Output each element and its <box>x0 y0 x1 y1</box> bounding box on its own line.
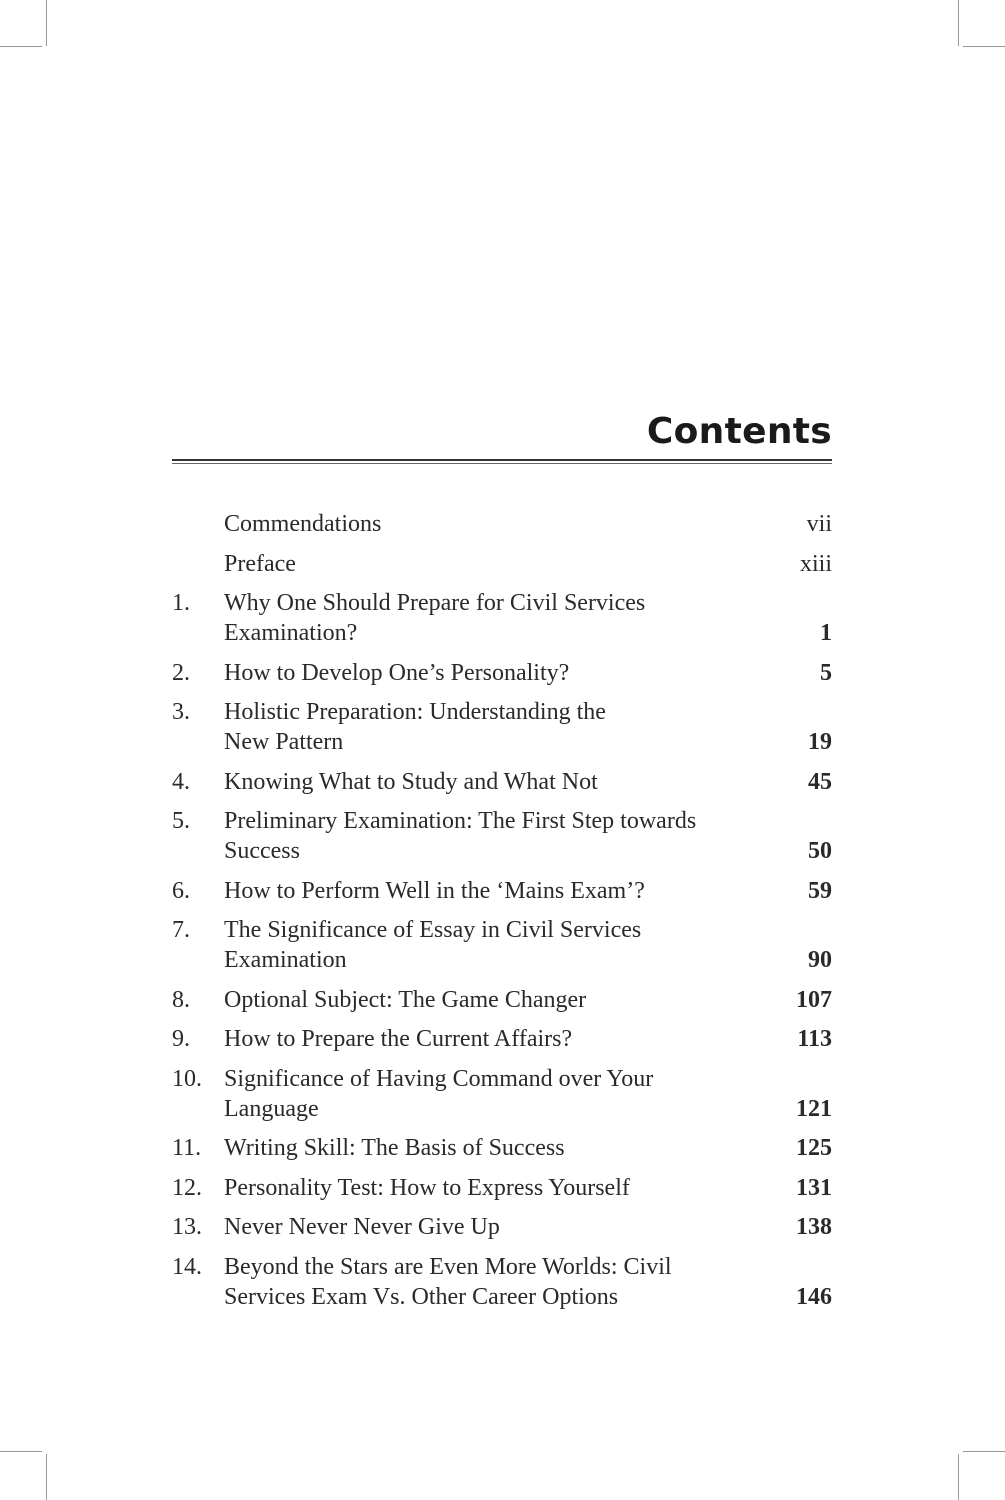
toc-entry <box>172 985 832 1015</box>
chapter-title-line: Language <box>224 1095 319 1122</box>
chapter-number: 1. <box>172 590 190 616</box>
page-number: 90 <box>808 947 832 973</box>
chapter-title-line: How to Perform Well in the ‘Mains Exam’? <box>224 877 645 904</box>
chapter-number: 8. <box>172 986 190 1013</box>
chapter-title <box>224 876 762 906</box>
page-number: 121 <box>796 1095 832 1122</box>
page-number: xiii <box>799 550 832 577</box>
chapter-title <box>224 509 762 539</box>
toc-entry <box>172 1212 832 1242</box>
chapter-number: 3. <box>172 699 190 725</box>
chapter-title <box>224 658 762 688</box>
chapter-title <box>224 767 762 797</box>
chapter-number: 2. <box>172 659 190 686</box>
chapter-number: 11. <box>172 1135 202 1161</box>
title-rule-thin <box>172 463 832 464</box>
chapter-number: 14. <box>172 1253 202 1280</box>
chapter-title <box>224 915 762 975</box>
chapter-title <box>224 806 762 866</box>
page-number: 45 <box>808 768 832 795</box>
chapter-title-line: Why One Should Prepare for Civil Services <box>224 590 646 616</box>
page-number: 125 <box>796 1135 832 1161</box>
chapter-title-line: How to Develop One’s Personality? <box>224 659 570 686</box>
chapter-title-line: Personality Test: How to Express Yourself <box>224 1174 630 1201</box>
chapter-title <box>224 1212 762 1242</box>
contents-list <box>172 509 832 1321</box>
crop-mark <box>963 46 1005 47</box>
chapter-number: 13. <box>172 1214 202 1240</box>
toc-entry <box>172 658 832 688</box>
page-number: 50 <box>808 838 832 864</box>
chapter-title <box>224 1133 762 1163</box>
crop-mark <box>46 1454 47 1500</box>
chapter-title-line: Examination? <box>224 620 358 646</box>
chapter-number: 5. <box>172 808 190 834</box>
page-title: Contents <box>646 411 832 452</box>
chapter-title-line: Optional Subject: The Game Changer <box>224 986 587 1013</box>
chapter-title <box>224 1173 762 1203</box>
page-number: 5 <box>820 659 832 686</box>
page-number: 1 <box>820 620 832 646</box>
chapter-number: 6. <box>172 877 190 904</box>
page-number: 146 <box>796 1283 832 1310</box>
page-number: 19 <box>808 729 832 755</box>
chapter-title <box>224 588 762 648</box>
chapter-title-line: Writing Skill: The Basis of Success <box>224 1135 565 1161</box>
chapter-number: 4. <box>172 768 190 795</box>
toc-entry <box>172 1064 832 1124</box>
chapter-title-line: Holistic Preparation: Understanding the <box>224 699 606 725</box>
chapter-title-line: Significance of Having Command over Your <box>224 1065 654 1092</box>
toc-entry <box>172 1024 832 1054</box>
page-number: 59 <box>808 877 832 904</box>
crop-mark <box>963 1451 1005 1452</box>
toc-entry <box>172 1173 832 1203</box>
chapter-title-line: Services Exam Vs. Other Career Options <box>224 1283 619 1310</box>
page-number: 107 <box>796 986 832 1013</box>
page-number: 131 <box>796 1174 832 1201</box>
chapter-title <box>224 1064 762 1124</box>
page-number: vii <box>806 511 832 537</box>
title-rule <box>172 459 832 461</box>
toc-entry <box>172 697 832 757</box>
crop-mark <box>0 46 42 47</box>
chapter-title-line: New Pattern <box>224 729 344 755</box>
toc-entry <box>172 915 832 975</box>
crop-mark <box>958 1454 959 1500</box>
chapter-title-line: The Significance of Essay in Civil Services <box>224 917 642 943</box>
chapter-title <box>224 1252 762 1312</box>
crop-mark <box>46 0 47 46</box>
toc-entry <box>172 806 832 866</box>
toc-entry <box>172 509 832 539</box>
toc-entry <box>172 1133 832 1163</box>
chapter-title-line: Preface <box>224 550 296 577</box>
chapter-title <box>224 1024 762 1054</box>
toc-entry <box>172 876 832 906</box>
toc-entry <box>172 549 832 579</box>
chapter-title <box>224 549 762 579</box>
chapter-title-line: Examination <box>224 947 347 973</box>
toc-entry <box>172 1252 832 1312</box>
chapter-title-line: Preliminary Examination: The First Step towards <box>224 808 697 834</box>
chapter-number: 10. <box>172 1065 202 1092</box>
page-number: 113 <box>797 1026 832 1052</box>
chapter-title-line: How to Prepare the Current Affairs? <box>224 1026 573 1052</box>
chapter-title-line: Knowing What to Study and What Not <box>224 768 598 795</box>
chapter-title <box>224 697 762 757</box>
chapter-title-line: Success <box>224 838 300 864</box>
chapter-number: 12. <box>172 1174 202 1201</box>
toc-entry <box>172 588 832 648</box>
chapter-title <box>224 985 762 1015</box>
chapter-title-line: Commendations <box>224 511 382 537</box>
toc-entry <box>172 767 832 797</box>
crop-mark <box>0 1451 42 1452</box>
chapter-title-line: Beyond the Stars are Even More Worlds: Civil <box>224 1253 672 1280</box>
chapter-number: 7. <box>172 917 190 943</box>
chapter-title-line: Never Never Never Give Up <box>224 1214 500 1240</box>
page-number: 138 <box>796 1214 832 1240</box>
chapter-number: 9. <box>172 1026 190 1052</box>
crop-mark <box>958 0 959 46</box>
